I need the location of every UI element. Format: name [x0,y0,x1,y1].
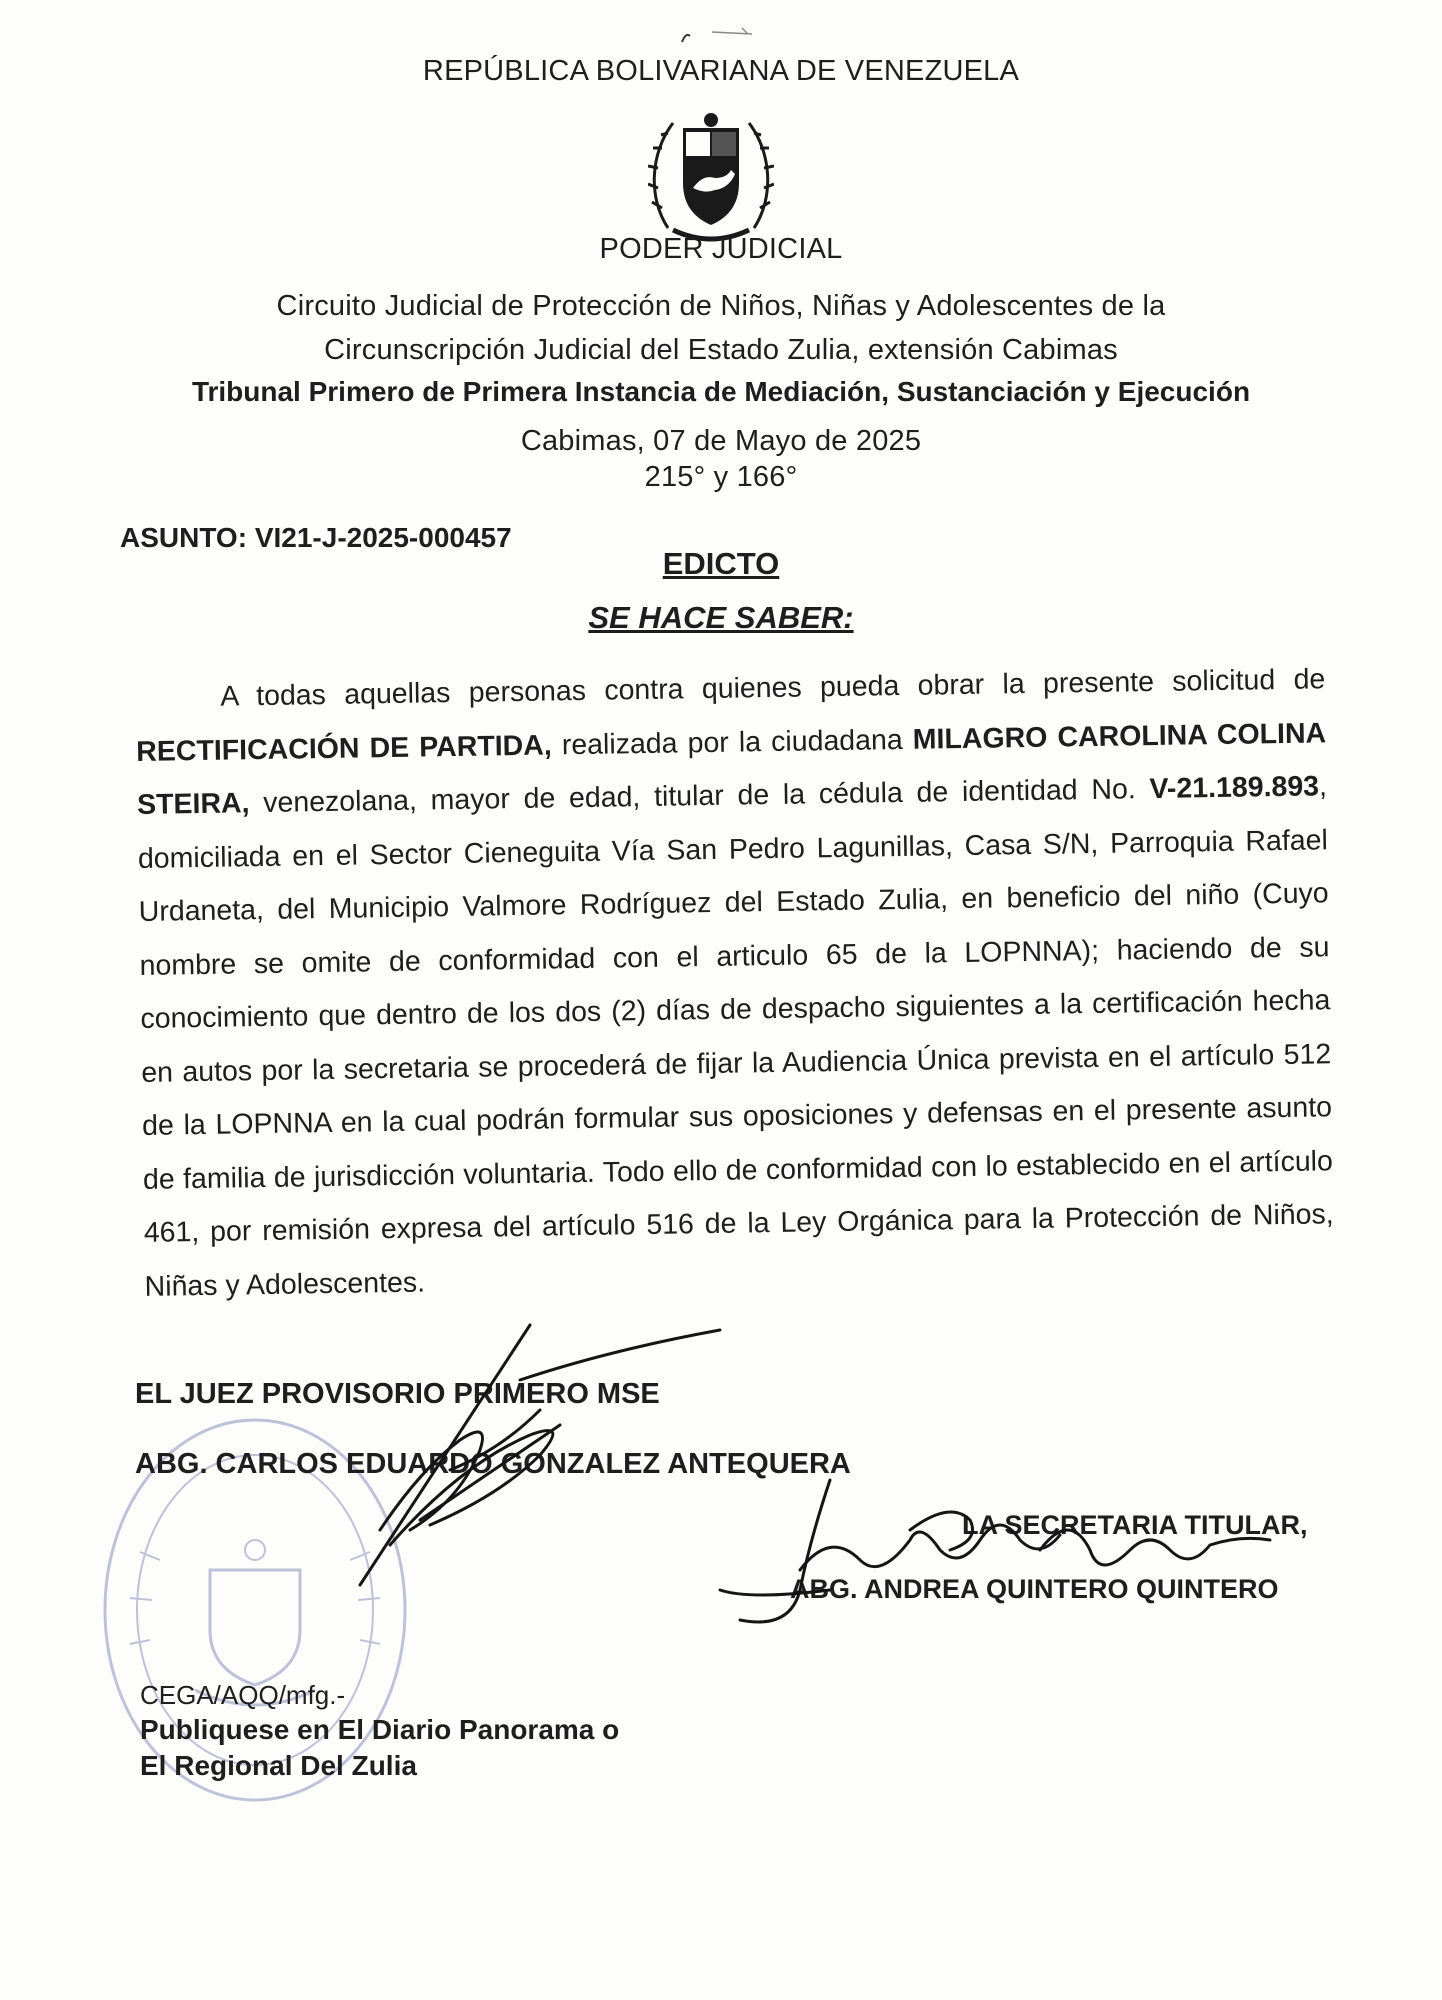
secretary-title: LA SECRETARIA TITULAR, [962,1510,1308,1540]
edict-body [135,653,1335,1314]
circuit-line-1: Circuito Judicial de Protección de Niños, Niñas y Adolescentes de la [276,290,1166,322]
body-text-1: A todas aquellas personas contra quienes pueda obrar la presente solicitud de [220,663,1326,713]
case-number: ASUNTO: VI21-J-2025-000457 [120,522,512,553]
publication-line-2: El Regional Del Zulia [140,1750,417,1781]
scan-mark [672,20,762,50]
body-bold-applicant: MILAGRO CAROLINA COLINA STEIRA, [136,716,1327,821]
body-text-3: venezolana, mayor de edad, titular de la cédula de identidad No. [249,773,1150,820]
body-bold-id-number: V-21.189.893 [1149,770,1320,806]
judge-signature [320,1320,740,1600]
publication-line-1: Publiquese en El Diario Panorama o [140,1714,620,1745]
secretary-signature [680,1470,1330,1640]
years-line: 215° y 166° [644,461,798,493]
document-title: EDICTO [662,546,780,581]
body-text-4: , domiciliada en el Sector Cieneguita Vía San Pedro Lagunillas, Casa S/N, Parroquia Rafael Urdaneta, del Municipio Valmore Rodríguez del Estado Zulia, en beneficio del niño (Cuyo nombre se omite de conformidad con el articulo 65 de la LOPNNA); haciendo de su conocimiento que dentro de los dos (2) días de despacho siguientes a la certificación hecha en autos por la secretaria se procederá de fijar la Audiencia Única prevista en el artículo 512 de la LOPNNA en la cual podrán formular sus oposiciones y defensas en el presente asunto de familia de jurisdicción voluntaria. Todo ello de conformidad con lo establecido en el artículo 461, por remisión expresa del artículo 516 de la Ley Orgánica para la Protección de Niños, Niñas y Adolescentes. [137,770,1334,1303]
tribunal-heading: Tribunal Primero de Primera Instancia de Mediación, Sustanciación y Ejecución [191,376,1251,407]
republic-heading: REPÚBLICA BOLIVARIANA DE VENEZUELA [422,55,1020,87]
document-subtitle: SE HACE SABER: [588,600,854,635]
body-text-2: realizada por la ciudadana [551,723,914,761]
circuit-line-2: Circunscripción Judicial del Estado Zulia, extensión Cabimas [324,334,1118,366]
judge-name: ABG. CARLOS EDUARDO GONZALEZ ANTEQUERA [135,1448,851,1480]
poder-judicial-heading: PODER JUDICIAL [599,233,843,265]
coat-of-arms-icon [648,108,774,246]
secretary-name: ABG. ANDREA QUINTERO QUINTERO [790,1574,1279,1604]
document-date: Cabimas, 07 de Mayo de 2025 [520,425,922,457]
body-bold-rectificacion: RECTIFICACIÓN DE PARTIDA, [135,728,552,768]
judge-title: EL JUEZ PROVISORIO PRIMERO MSE [135,1378,660,1410]
initials-reference: CEGA/AQQ/mfg.- [140,1680,346,1710]
